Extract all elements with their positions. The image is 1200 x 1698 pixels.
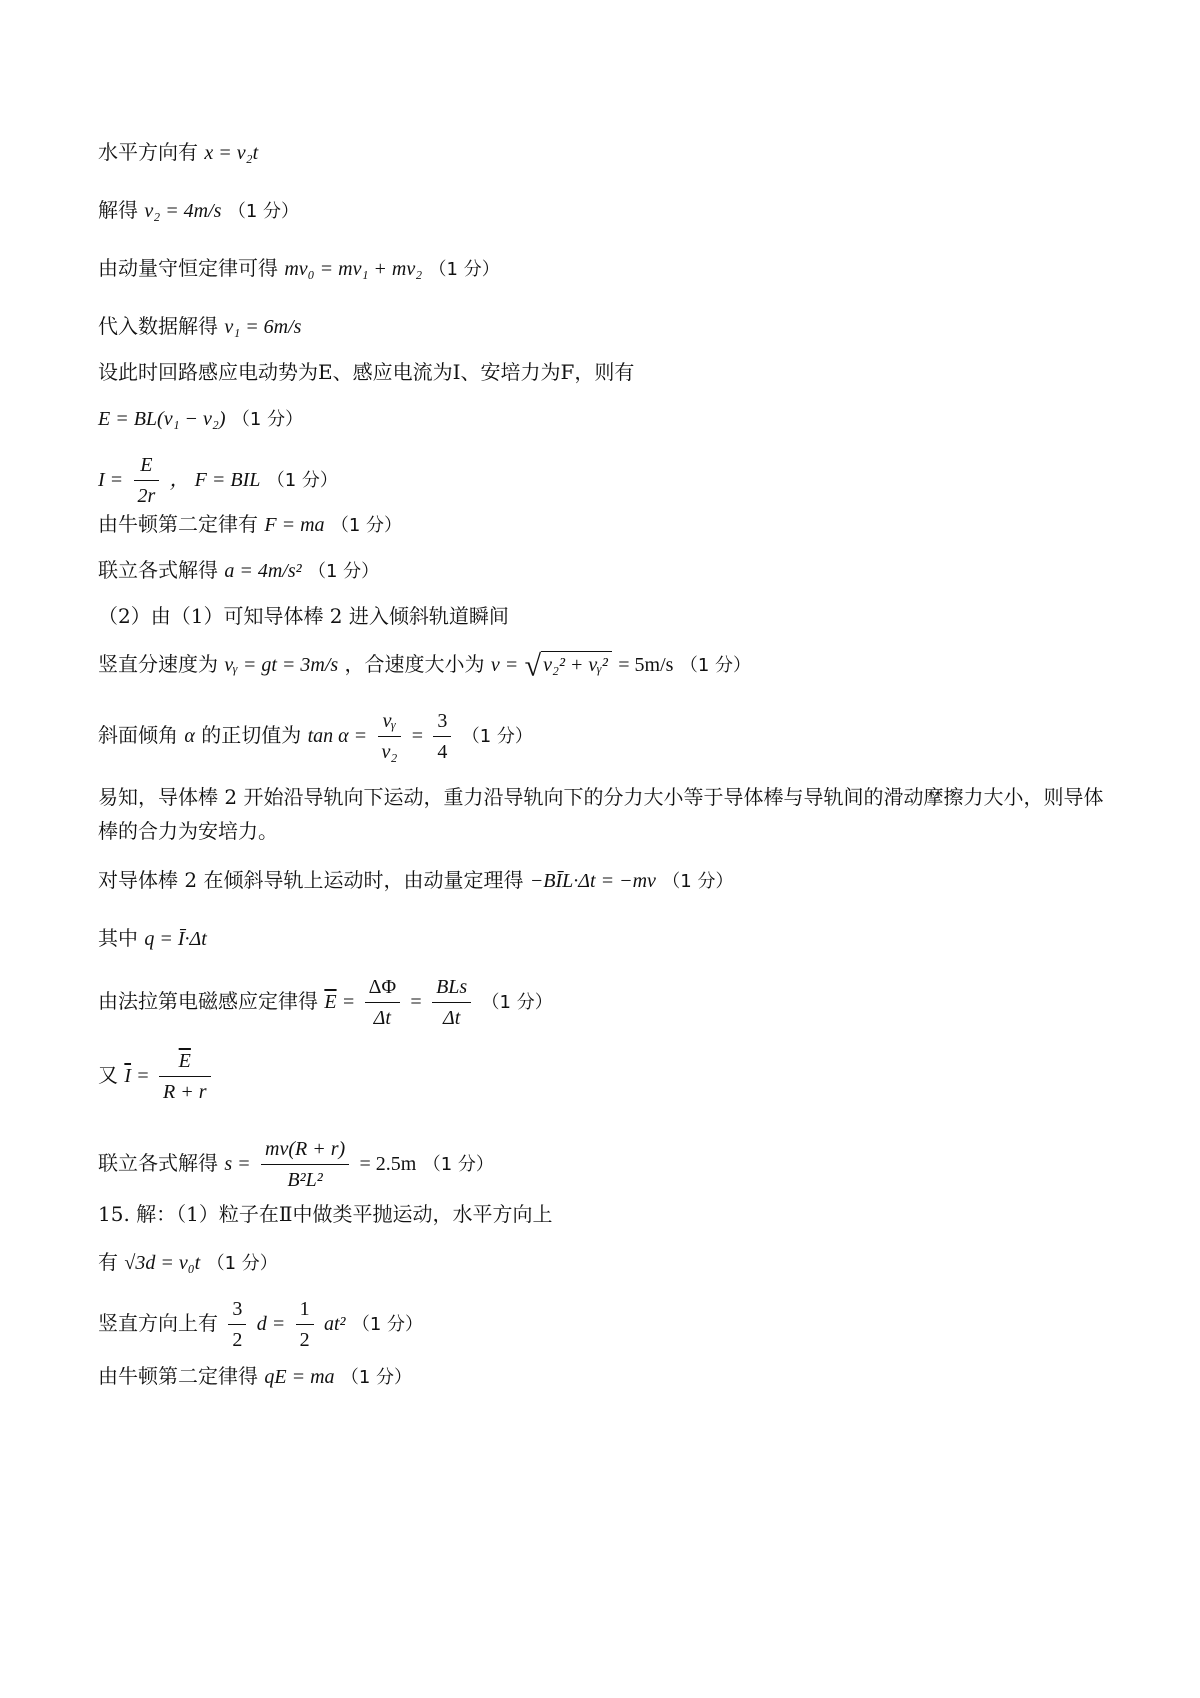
denominator: B²L² — [287, 1169, 323, 1191]
text: 代入数据解得 — [98, 314, 218, 338]
line-vertical-velocity — [98, 649, 752, 683]
denominator: 2r — [137, 485, 156, 507]
fraction — [378, 706, 402, 767]
fraction — [159, 1046, 211, 1107]
line-distance — [98, 1134, 494, 1195]
fraction — [296, 1294, 314, 1355]
symbol: $\overline{E}$ — [324, 991, 337, 1013]
line-horizontal-motion — [98, 1248, 278, 1278]
formula: = 5m/s — [618, 654, 674, 676]
formula: v = — [490, 654, 519, 676]
score-mark: （1 分） — [340, 1367, 413, 1388]
score-mark: （1 分） — [481, 992, 553, 1013]
formula: mv₀ = mv₁ + mv₂ — [284, 258, 423, 280]
symbol: α — [184, 725, 195, 747]
line-charge — [98, 924, 207, 953]
score-mark: （1 分） — [308, 561, 380, 582]
score-mark: （1 分） — [422, 1154, 494, 1175]
line-solve-v2 — [98, 196, 299, 226]
formula: −BĪL·Δt = −mv — [529, 870, 656, 892]
text: 竖直分速度为 — [98, 652, 218, 676]
text: 15. 解：（1）粒子在Ⅱ中做类平抛运动，水平方向上 — [98, 1202, 553, 1226]
formula: s = — [224, 1153, 251, 1175]
formula: E = BL(v₁ − v₂) — [98, 408, 226, 430]
square-root — [524, 649, 612, 683]
denominator: Δt — [373, 1007, 391, 1029]
text: 的正切值为 — [201, 723, 302, 747]
formula: x = v₂t — [204, 142, 259, 164]
line-momentum — [98, 254, 500, 284]
numerator: mv(R + r) — [261, 1134, 349, 1165]
text: 竖直方向上有 — [98, 1311, 218, 1335]
score-mark: （1 分） — [330, 515, 403, 536]
denominator: Δt — [442, 1007, 461, 1029]
line-horizontal — [98, 138, 258, 167]
formula: ， F = BIL — [169, 469, 261, 491]
denominator: R + r — [163, 1081, 207, 1103]
text: 对导体棒 2 在倾斜导轨上运动时，由动量定理得 — [98, 868, 524, 892]
formula: vᵧ = gt = 3m/s — [224, 654, 339, 676]
score-mark: （1 分） — [206, 1253, 278, 1274]
fraction — [134, 450, 160, 511]
formula: v₁ = 6m/s — [224, 316, 302, 338]
formula: a = 4m/s² — [224, 560, 302, 582]
formula: qE = ma — [264, 1366, 335, 1388]
text: 由动量守恒定律可得 — [98, 256, 278, 280]
text: （2）由（1）可知导体棒 2 进入倾斜轨道瞬间 — [98, 604, 509, 628]
text: 联立各式解得 — [98, 1151, 218, 1175]
formula: d = — [256, 1313, 286, 1335]
denominator: 4 — [437, 741, 448, 763]
line-emf — [98, 404, 303, 434]
fraction — [432, 972, 471, 1033]
line-v1 — [98, 312, 301, 341]
formula: √3d = v₀t — [124, 1252, 201, 1274]
fraction — [433, 706, 451, 767]
numerator: ΔΦ — [365, 972, 400, 1003]
text: 联立各式解得 — [98, 558, 218, 582]
equals: = — [342, 991, 355, 1013]
radicand: v₂² + vᵧ² — [541, 651, 612, 676]
equals: = — [410, 991, 422, 1013]
numerator: BLs — [432, 972, 471, 1003]
radical-sign: √ — [524, 649, 542, 683]
fraction — [261, 1134, 349, 1195]
numerator: 1 — [296, 1294, 314, 1325]
text: 有 — [98, 1250, 118, 1274]
text: 又 — [98, 1063, 118, 1087]
text: 解得 — [98, 198, 138, 222]
score-mark: （1 分） — [231, 409, 304, 430]
formula: = 2.5m — [359, 1153, 417, 1175]
equals: = — [137, 1065, 149, 1087]
score-mark: （1 分） — [662, 871, 734, 892]
numerator: $\overline{E}$ — [159, 1046, 211, 1077]
text: 易知，导体棒 2 开始沿导轨向下运动，重力沿导轨向下的分力大小等于导体棒与导轨间的滑动摩擦力大小，则导体棒的合力为安培力。 — [98, 785, 1104, 843]
line-average-current — [98, 1046, 215, 1107]
text: 其中 — [98, 926, 138, 950]
line-define-vars — [98, 358, 634, 386]
equals: = — [411, 725, 423, 747]
text: 由法拉第电磁感应定律得 — [98, 989, 318, 1013]
text: 水平方向有 — [98, 140, 198, 164]
score-mark: （1 分） — [461, 726, 533, 747]
fraction — [365, 972, 400, 1033]
formula: v₂ = 4m/s — [144, 200, 222, 222]
text: 由牛顿第二定律有 — [98, 512, 258, 536]
numerator: E — [134, 450, 160, 481]
line-impulse — [98, 866, 733, 896]
line-analysis — [98, 780, 1108, 848]
text: 由牛顿第二定律得 — [98, 1364, 258, 1388]
numerator: 3 — [433, 706, 451, 737]
line-tangent — [98, 706, 533, 767]
text: 斜面倾角 — [98, 723, 178, 747]
line-newton-electric — [98, 1362, 412, 1392]
fraction — [228, 1294, 246, 1355]
symbol: $\overline{I}$ — [124, 1065, 132, 1087]
score-mark: （1 分） — [351, 1314, 424, 1335]
score-mark: （1 分） — [679, 655, 752, 676]
denominator: v₂ — [381, 741, 398, 763]
line-part2-intro — [98, 602, 509, 630]
line-newton — [98, 510, 402, 540]
line-faraday — [98, 972, 553, 1033]
score-mark: （1 分） — [428, 259, 500, 280]
formula: I = — [98, 469, 124, 491]
line-acceleration — [98, 556, 379, 586]
numerator: 3 — [228, 1294, 246, 1325]
line-current-force — [98, 450, 338, 511]
text: ，合速度大小为 — [344, 652, 485, 676]
formula: F = ma — [264, 514, 325, 536]
line-vertical-motion — [98, 1294, 423, 1355]
denominator: 2 — [299, 1329, 310, 1351]
numerator: vᵧ — [378, 706, 402, 737]
text: 设此时回路感应电动势为E、感应电流为I、安培力为F，则有 — [98, 360, 635, 384]
score-mark: （1 分） — [266, 470, 338, 491]
formula: q = Ī·Δt — [144, 928, 207, 950]
denominator: 2 — [232, 1329, 243, 1351]
score-mark: （1 分） — [227, 201, 300, 222]
line-q15-intro — [98, 1200, 552, 1228]
formula: tan α = — [307, 725, 368, 747]
formula: at² — [323, 1313, 346, 1335]
